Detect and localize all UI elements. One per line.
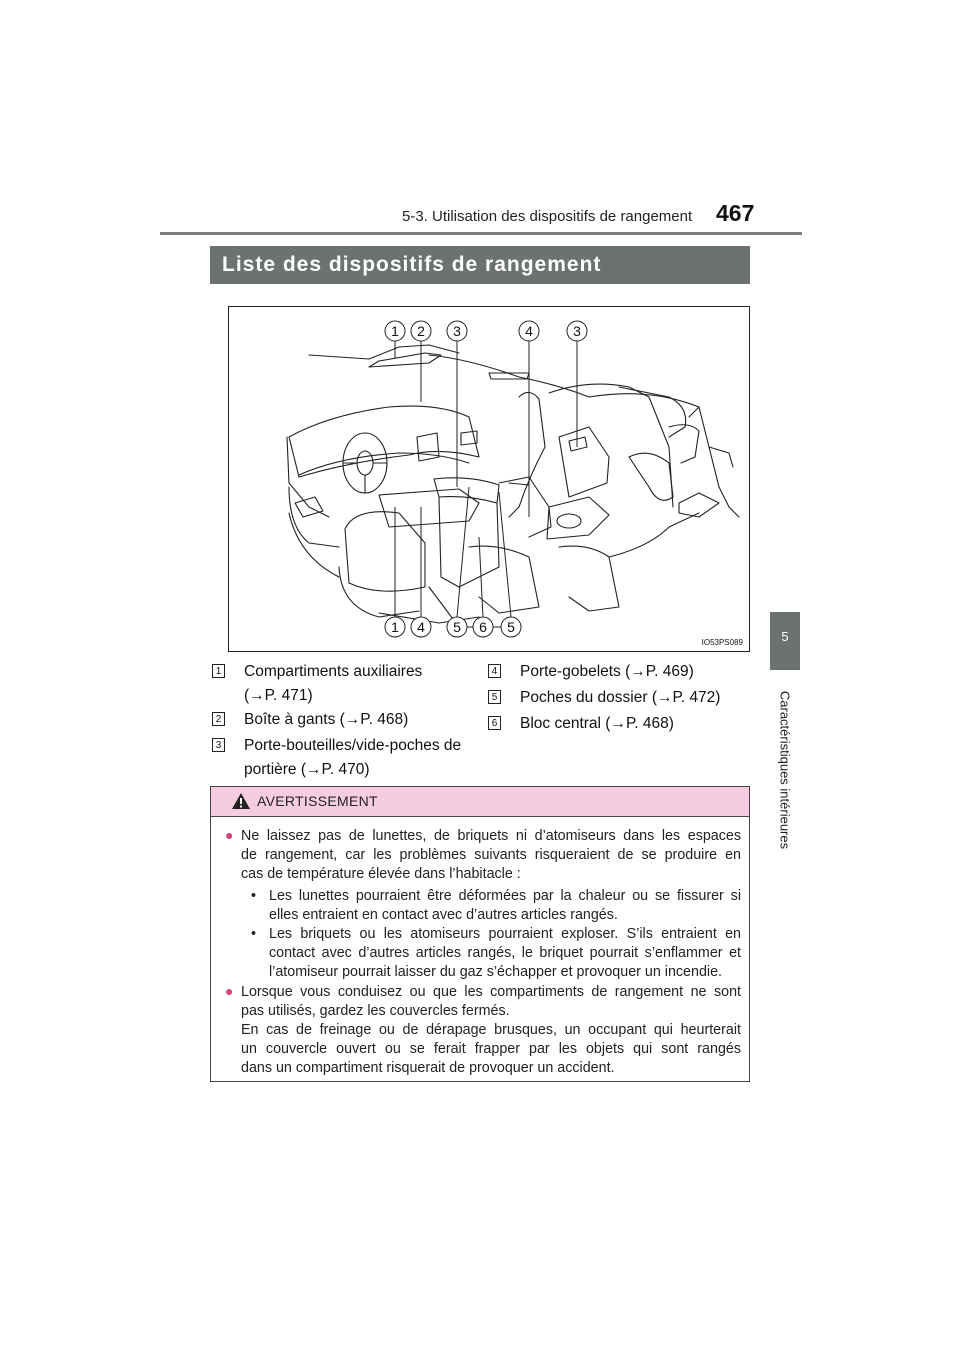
- figure-code: IO53PS089: [701, 638, 743, 647]
- warning-sub-1: [269, 887, 741, 925]
- legend-number: 1: [212, 664, 225, 678]
- text-line: de rangement, car les problèmes suivants risqueraient de se produire en: [241, 847, 741, 863]
- legend-text-line1: Porte-bouteilles/vide-poches de: [244, 737, 462, 754]
- legend-text-line1: Poches du dossier (→P. 472): [520, 689, 721, 706]
- text-line: En cas de freinage ou de dérapage brusques, un occupant qui heurterait: [241, 1022, 741, 1038]
- legend-text-line1: Porte-gobelets (→P. 469): [520, 663, 694, 680]
- legend-item-3: [212, 734, 482, 782]
- legend-number: 2: [212, 712, 225, 726]
- section-title-bar: [210, 246, 750, 284]
- legend-number: 3: [212, 738, 225, 752]
- legend-item-1: [212, 660, 482, 708]
- warning-para-1: [241, 827, 741, 884]
- text-line: Lorsque vous conduisez ou que les compartiments de rangement ne sont: [241, 984, 741, 1000]
- text-line: l’atomiseur pourrait laisser du gaz s’échapper et provoquer un incendie.: [269, 964, 722, 980]
- section-header: 5-3. Utilisation des dispositifs de rangement: [402, 208, 693, 225]
- legend-text-line1: Compartiments auxiliaires: [244, 663, 423, 680]
- chapter-tab: [770, 612, 800, 670]
- legend-item-2: [212, 708, 482, 732]
- legend-number: 6: [488, 716, 501, 730]
- callout-bottom-2: 4: [417, 619, 425, 635]
- callout-bottom-1: 1: [391, 619, 399, 635]
- warning-bullet-2: ●: [225, 983, 234, 999]
- warning-sub-bullet-1: •: [251, 888, 257, 904]
- legend-text-line2: portière (→P. 470): [244, 761, 370, 778]
- warning-para-2: [241, 983, 741, 1078]
- warning-triangle-icon: [231, 792, 251, 810]
- legend-number: 4: [488, 664, 501, 678]
- callout-bottom-3: 5: [453, 619, 461, 635]
- legend-item-6: [488, 712, 750, 736]
- legend-number: 5: [488, 690, 501, 704]
- header-divider: [160, 232, 802, 235]
- callout-bottom-4: 6: [479, 619, 487, 635]
- text-line: Ne laissez pas de lunettes, de briquets ni d’atomiseurs dans les espaces: [241, 828, 741, 844]
- legend-item-4: [488, 660, 750, 684]
- callout-bottom-5: 5: [507, 619, 515, 635]
- interior-illustration: [228, 306, 750, 652]
- callout-top-4: 4: [525, 323, 533, 339]
- section-title: Liste des dispositifs de rangement: [222, 253, 602, 276]
- text-line: Les lunettes pourraient être déformées par la chaleur ou se fissurer si: [269, 888, 741, 904]
- warning-sub-bullet-2: •: [251, 926, 257, 942]
- warning-sub-2: [269, 925, 741, 982]
- callout-top-1: 1: [391, 323, 399, 339]
- car-interior-drawing: [229, 307, 750, 652]
- chapter-label: [770, 680, 800, 860]
- legend-text-line2: (→P. 471): [244, 687, 313, 704]
- chapter-number: 5: [781, 629, 789, 644]
- warning-header: [211, 787, 749, 817]
- callout-top-5: 3: [573, 323, 581, 339]
- text-line: elles entraient en contact avec d’autres articles rangés.: [269, 907, 618, 923]
- legend-text-line1: Bloc central (→P. 468): [520, 715, 674, 732]
- page-number: 467: [716, 200, 755, 226]
- text-line: contact avec d’autres articles rangés, le briquet pourrait s’enflammer et: [269, 945, 741, 961]
- text-line: un couvercle ouvert ou se ferait frapper par les objets qui sont rangés: [241, 1041, 741, 1057]
- legend-text-line1: Boîte à gants (→P. 468): [244, 711, 409, 728]
- warning-bullet-1: ●: [225, 827, 234, 843]
- text-line: Les briquets ou les atomiseurs pourraient exploser. S’ils entraient en: [269, 926, 741, 942]
- text-line: cas de température élevée dans l’habitacle :: [241, 866, 521, 882]
- text-line: pas utilisés, gardez les couvercles fermés.: [241, 1003, 510, 1019]
- text-line: dans un compartiment risquerait de provoquer un accident.: [241, 1060, 615, 1076]
- callout-top-2: 2: [417, 323, 425, 339]
- warning-heading: AVERTISSEMENT: [257, 793, 378, 809]
- legend-item-5: [488, 686, 750, 710]
- warning-box: [210, 786, 750, 1082]
- chapter-label-text: Caractéristiques intérieures: [777, 690, 793, 850]
- callout-top-3: 3: [453, 323, 461, 339]
